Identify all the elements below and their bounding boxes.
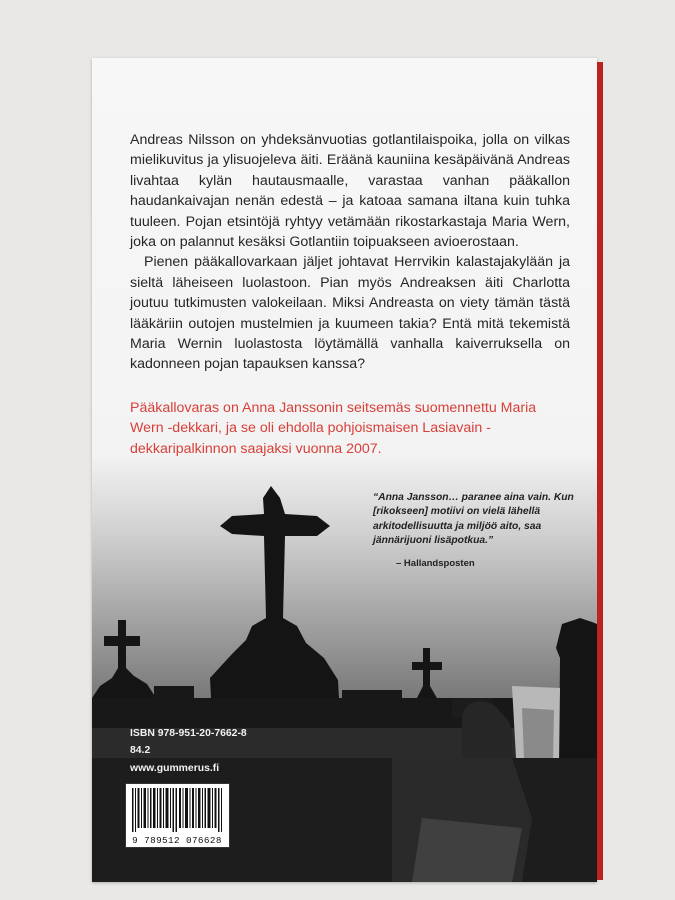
synopsis-text bbox=[130, 130, 570, 375]
review-source: – Hallandsposten bbox=[396, 558, 475, 569]
isbn-text: ISBN 978-951-20-7662-8 bbox=[130, 728, 247, 739]
classification-code: 84.2 bbox=[130, 745, 151, 756]
series-note: Pääkallovaras on Anna Janssonin seitsemäs suomennettu Maria Wern -dekkari, ja se oli ehdolla pohjoismaisen Lasiavain -dekkaripalkinnon saajaksi vuonna 2007. bbox=[130, 400, 537, 457]
synopsis-paragraph-2: Pienen pääkallovarkaan jäljet johtavat Herrvikin kalastajakylään ja sieltä läheiseen luolastoon. Pian myös Andreaksen äiti Charlotta joutuu tutkimusten valokeilaan. Miksi Andreasta on viety tämän tästä lääkäriin outojen mustelmien ja kuumeen takia? Entä mitä tekemistä Maria Wernin luolastosta löytämällä vanhalla kaiverruksella on kadonneen pojan tapauksen kanssa? bbox=[130, 254, 570, 373]
barcode bbox=[125, 783, 230, 848]
barcode-bars bbox=[126, 784, 227, 834]
publisher-website: www.gummerus.fi bbox=[130, 763, 220, 774]
book-back-cover bbox=[92, 58, 597, 882]
synopsis-paragraph-1: Andreas Nilsson on yhdeksänvuotias gotlantilaispoika, jolla on vilkas mielikuvitus ja ylisuojeleva äiti. Eräänä kauniina kesäpäivänä Andreas livahtaa kylän hautausmaalle, varastaa vanhan pääkallon haudankaivajan nenän edestä – ja katoaa samana iltana kuin tuhka tuuleen. Pojan etsintöjä ryhtyy vetämään rikostarkastaja Maria Wern, joka on palannut kesäksi Gotlantiin toipuakseen avioerostaan. bbox=[130, 132, 570, 251]
review-quote: “Anna Jansson… paranee aina vain. Kun [rikokseen] motiivi on vielä lähellä arkitodellisuutta ja miljöö aito, saa jännärijuoni lisäpotkua.” bbox=[373, 492, 574, 547]
barcode-number: 9 789512 076628 bbox=[132, 835, 222, 846]
